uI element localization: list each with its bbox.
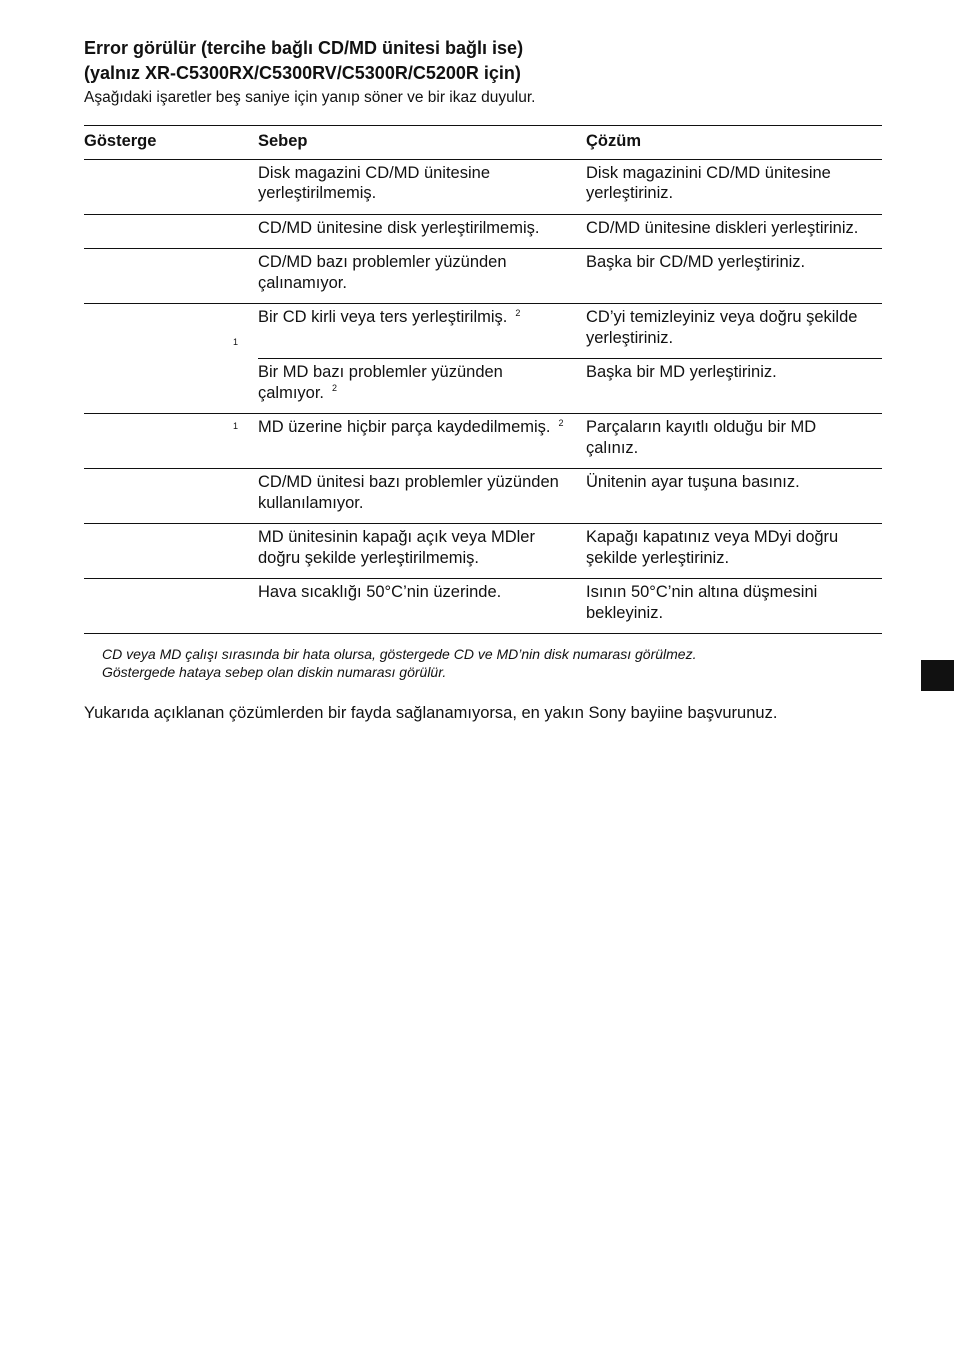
section-thumb-tab — [921, 660, 954, 691]
indicator-cell — [84, 159, 258, 214]
footnote-marker: 1 — [232, 421, 238, 431]
intro-text: Aşağıdaki işaretler beş saniye için yanıp söner ve bir ikaz duyulur. — [84, 89, 536, 106]
cause-text: Bir MD bazı problemler yüzünden çalmıyor. — [258, 363, 503, 402]
solution-cell: Disk magazinini CD/MD ünitesine yerleştiriniz. — [586, 159, 882, 214]
solution-cell: Parçaların kayıtlı olduğu bir MD çalınız. — [586, 414, 882, 469]
footnotes — [102, 645, 696, 681]
section-title-line-1: Error görülür (tercihe bağlı CD/MD ünitesi bağlı ise) — [84, 38, 524, 58]
footnote-marker: 2 — [558, 417, 564, 428]
table-row — [84, 214, 882, 249]
cause-cell — [258, 469, 586, 524]
solution-cell: Isının 50°C’nin altına düşmesini bekleyiniz. — [586, 579, 882, 634]
cause-text: CD/MD ünitesi bazı problemler yüzünden kullanılamıyor. — [258, 473, 559, 512]
error-table — [84, 125, 882, 634]
indicator-cell — [84, 579, 258, 634]
cause-text: CD/MD bazı problemler yüzünden çalınamıyor. — [258, 253, 507, 292]
cause-text: Disk magazini CD/MD ünitesine yerleştirilmemiş. — [258, 163, 490, 202]
solution-cell: CD/MD ünitesine diskleri yerleştiriniz. — [586, 214, 882, 249]
cause-cell — [258, 579, 586, 634]
cause-cell — [258, 214, 586, 249]
table-row — [84, 249, 882, 304]
solution-cell: CD’yi temizleyiniz veya doğru şekilde yerleştiriniz. — [586, 304, 882, 359]
section-title-line-2: (yalnız XR-C5300RX/C5300RV/C5300R/C5200R için) — [84, 63, 521, 83]
footnote-marker: 1 — [232, 337, 238, 347]
solution-cell: Başka bir MD yerleştiriniz. — [586, 359, 882, 414]
cause-text: Bir CD kirli veya ters yerleştirilmiş. — [258, 308, 508, 326]
indicator-cell — [84, 249, 258, 304]
footnote-2: Göstergede hataya sebep olan diskin numarası görülür. — [102, 664, 447, 680]
cause-cell — [258, 524, 586, 579]
header-indicator: Gösterge — [84, 126, 258, 160]
cause-cell — [258, 359, 586, 414]
table-row — [84, 579, 882, 634]
indicator-cell — [84, 524, 258, 579]
table-header-row — [84, 126, 882, 160]
footnote-marker: 2 — [515, 307, 521, 318]
cause-cell — [258, 249, 586, 304]
footnote-marker: 2 — [332, 383, 338, 393]
header-cause: Sebep — [258, 126, 586, 160]
indicator-cell — [84, 304, 258, 414]
indicator-cell — [84, 469, 258, 524]
solution-cell: Ünitenin ayar tuşuna basınız. — [586, 469, 882, 524]
cause-text: Hava sıcaklığı 50°C’nin üzerinde. — [258, 583, 502, 601]
table-row — [84, 159, 882, 214]
cause-text: CD/MD ünitesine disk yerleştirilmemiş. — [258, 218, 540, 237]
closing-text: Yukarıda açıklanan çözümlerden bir fayda sağlanamıyorsa, en yakın Sony bayiine başvurunuz. — [84, 704, 778, 722]
indicator-cell — [84, 214, 258, 249]
indicator-cell — [84, 414, 258, 469]
header-solution: Çözüm — [586, 126, 882, 160]
table-row — [84, 524, 882, 579]
table-row — [84, 469, 882, 524]
table-row — [84, 414, 882, 469]
solution-cell: Başka bir CD/MD yerleştiriniz. — [586, 249, 882, 304]
table-row — [84, 304, 882, 359]
solution-cell: Kapağı kapatınız veya MDyi doğru şekilde yerleştiriniz. — [586, 524, 882, 579]
cause-text: MD üzerine hiçbir parça kaydedilmemiş. — [258, 418, 551, 436]
cause-cell — [258, 414, 586, 469]
cause-text: MD ünitesinin kapağı açık veya MDler doğru şekilde yerleştirilmemiş. — [258, 528, 535, 567]
footnote-1: CD veya MD çalışı sırasında bir hata olursa, göstergede CD ve MD’nin disk numarası görülmez. — [102, 646, 697, 662]
cause-cell — [258, 304, 586, 359]
cause-cell — [258, 159, 586, 214]
